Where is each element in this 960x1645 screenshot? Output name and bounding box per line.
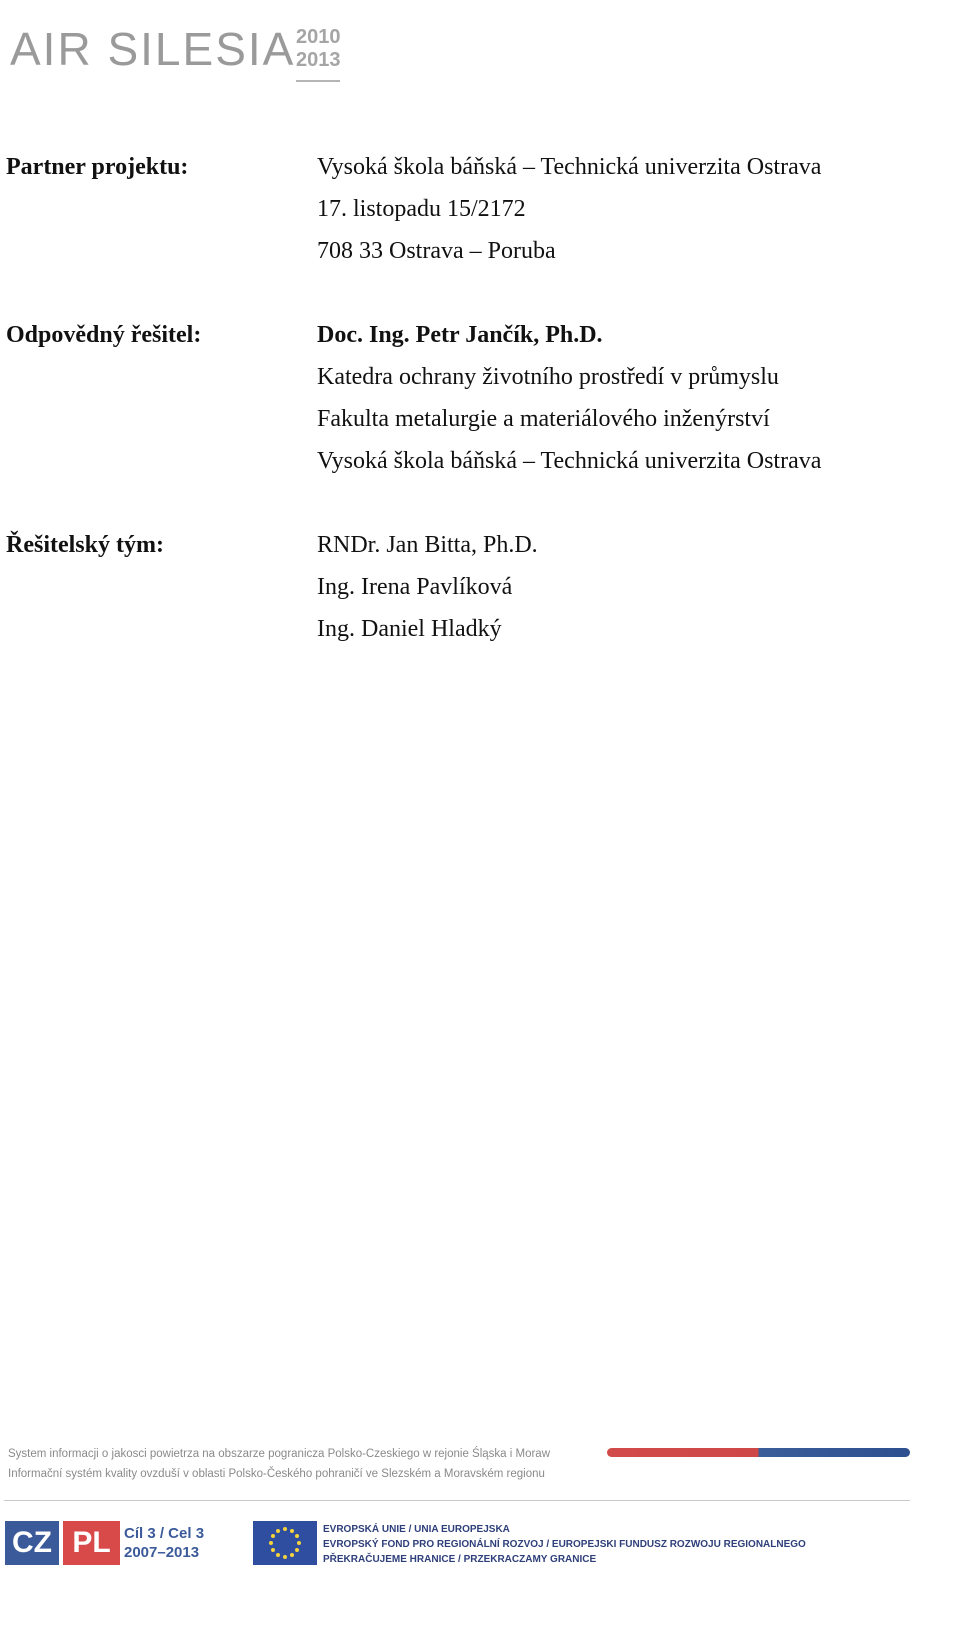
logo-years bbox=[296, 26, 341, 72]
cil-years: 2007–2013 bbox=[124, 1544, 200, 1561]
eu-line: EVROPSKÁ UNIE / UNIA EUROPEJSKA bbox=[323, 1524, 510, 1535]
footer-system-cz: Informační systém kvality ovzduší v oblasti Polsko-Českého pohraničí ve Slezském a Moravském regionu bbox=[8, 1468, 545, 1480]
eu-line: EVROPSKÝ FOND PRO REGIONÁLNÍ ROZVOJ / EUROPEJSKI FUNDUSZ ROZWOJU REGIONALNEGO bbox=[323, 1539, 806, 1550]
team-label: Řešitelský tým: bbox=[6, 532, 164, 558]
lead-details bbox=[317, 314, 821, 482]
eu-flag-icon bbox=[253, 1521, 317, 1565]
team-member: Ing. Irena Pavlíková bbox=[317, 574, 513, 600]
eu-line: PŘEKRAČUJEME HRANICE / PRZEKRACZAMY GRANICE bbox=[323, 1554, 597, 1565]
cil-label: Cíl 3 / Cel 3 bbox=[124, 1525, 205, 1542]
partner-line: 708 33 Ostrava – Poruba bbox=[317, 238, 556, 264]
air-silesia-logo bbox=[10, 14, 430, 84]
logo-text: AIR SILESIA bbox=[10, 23, 296, 75]
lead-line: Katedra ochrany životního prostředí v průmyslu bbox=[317, 364, 779, 390]
partner-line: Vysoká škola báňská – Technická univerzita Ostrava bbox=[317, 154, 822, 180]
team-member: RNDr. Jan Bitta, Ph.D. bbox=[317, 532, 538, 558]
czpl-cz-block: CZ bbox=[5, 1521, 59, 1565]
team-member: Ing. Daniel Hladký bbox=[317, 616, 502, 642]
footer-color-bar bbox=[607, 1448, 910, 1457]
footer-divider bbox=[4, 1500, 910, 1501]
lead-line: Fakulta metalurgie a materiálového inženýrství bbox=[317, 406, 770, 432]
logo-year-end: 2013 bbox=[296, 49, 341, 71]
czpl-pl-block: PL bbox=[63, 1521, 120, 1565]
lead-name: Doc. Ing. Petr Jančík, Ph.D. bbox=[317, 322, 603, 348]
czpl-logo bbox=[5, 1521, 120, 1565]
lead-line: Vysoká škola báňská – Technická univerzita Ostrava bbox=[317, 448, 822, 474]
eu-text bbox=[323, 1522, 806, 1567]
partner-label: Partner projektu: bbox=[6, 154, 189, 180]
cil-logo-text bbox=[124, 1524, 204, 1562]
partner-line: 17. listopadu 15/2172 bbox=[317, 196, 526, 222]
footer-system-text bbox=[8, 1444, 550, 1484]
team-members bbox=[317, 524, 538, 650]
lead-label: Odpovědný řešitel: bbox=[6, 322, 202, 348]
footer-system-pl: System informacji o jakosci powietrza na obszarze pogranicza Polsko-Czeskiego w rejonie Śląska i Moraw bbox=[8, 1448, 551, 1460]
logo-year-start: 2010 bbox=[296, 26, 341, 48]
partner-address bbox=[317, 146, 821, 272]
